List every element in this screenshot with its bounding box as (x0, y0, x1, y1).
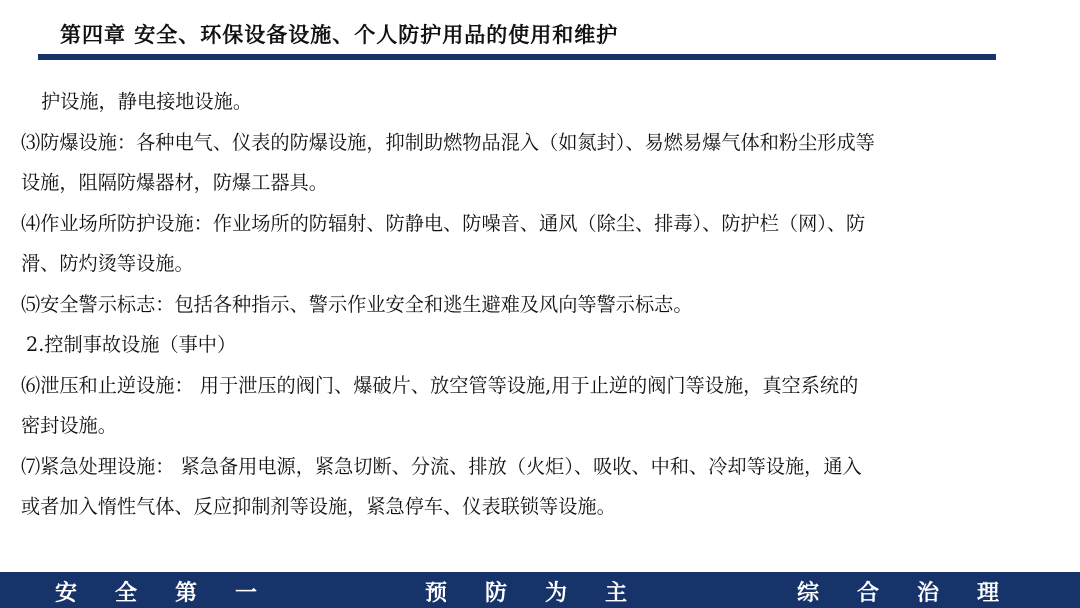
body-line: ⑸安全警示标志：包括各种指示、警示作业安全和逃生避难及风向等警示标志。 (21, 292, 693, 316)
body-line: ⑷作业场所防护设施：作业场所的防辐射、防静电、防噪音、通风（除尘、排毒）、防护栏（网）、防 (21, 211, 866, 235)
body-line: ⑺紧急处理设施： 紧急备用电源，紧急切断、分流、排放（火炬）、吸收、中和、冷却等设施，通入 (21, 454, 862, 478)
section-heading: 2.控制事故设施（事中） (26, 333, 237, 356)
slogan-prevention-first: 预防为主 (425, 581, 666, 606)
body-line: 设施，阻隔防爆器材，防爆工器具。 (21, 171, 328, 194)
slogan-comprehensive-management: 综合治理 (797, 581, 1038, 606)
chapter-title: 第四章 安全、环保设备设施、个人防护用品的使用和维护 (60, 23, 619, 47)
body-line: ⑹泄压和止逆设施： 用于泄压的阀门、爆破片、放空管等设施,用于止逆的阀门等设施，真空系统的 (21, 373, 859, 397)
title-underline (38, 54, 996, 60)
slide-body (21, 82, 1051, 528)
body-line: 或者加入惰性气体、反应抑制剂等设施，紧急停车、仪表联锁等设施。 (21, 495, 616, 518)
slogan-safety-first: 安全第一 (55, 581, 296, 606)
body-line: 密封设施。 (21, 414, 117, 437)
body-line: 护设施，静电接地设施。 (41, 90, 253, 113)
body-line: 滑、防灼烫等设施。 (21, 252, 194, 275)
body-line: ⑶防爆设施：各种电气、仪表的防爆设施，抑制助燃物品混入（如氮封）、易燃易爆气体和粉尘形成等 (21, 130, 875, 154)
footer-slogan-bar (0, 572, 1080, 608)
